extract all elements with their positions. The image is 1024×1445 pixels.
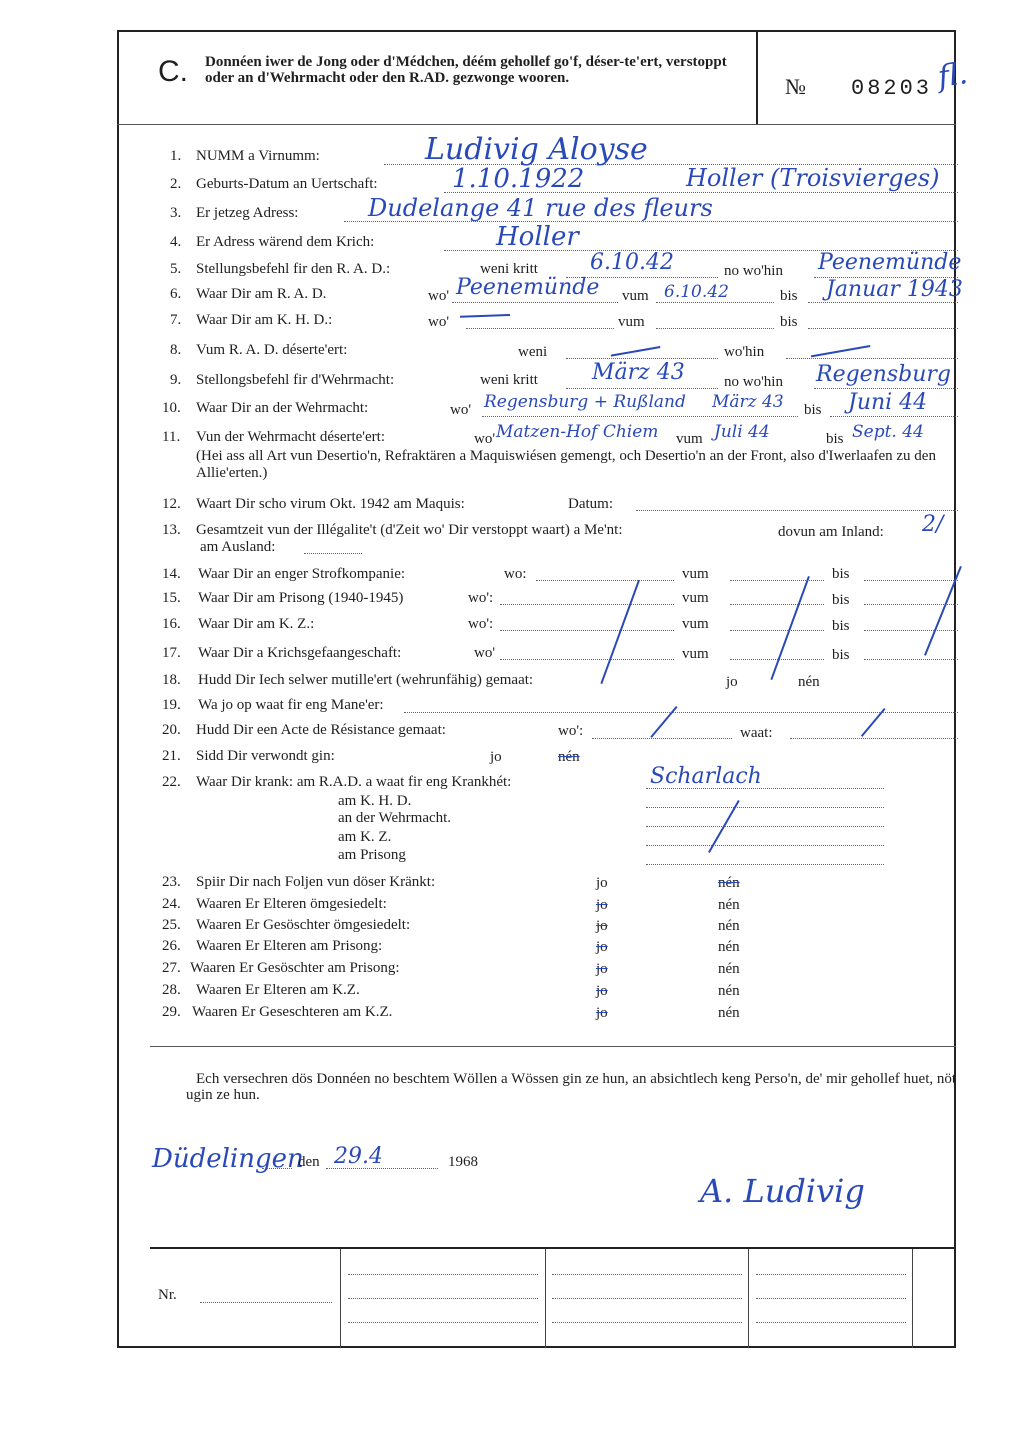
field-10-to-line xyxy=(830,416,958,417)
field-22-sub4: am Prisong xyxy=(338,847,406,863)
field-17-label: Waar Dir a Krichsgefaangeschaft: xyxy=(198,645,402,661)
field-22-sub2-line xyxy=(646,826,884,827)
form-number: 08203 xyxy=(851,76,933,101)
field-16-label: Waar Dir am K. Z.: xyxy=(198,616,315,632)
footer-cell-line xyxy=(756,1274,906,1275)
field-14-from-label: vum xyxy=(682,566,709,582)
field-20-where-label: wo': xyxy=(558,723,584,739)
field-11-to: Sept. 44 xyxy=(852,422,924,442)
field-24-num: 24. xyxy=(162,896,181,912)
field-11-num: 11. xyxy=(162,429,181,445)
section-title: Donnéen iwer de Jong oder d'Médchen, déém gehollef go'f, déser-te'ert, verstoppt oder an d'Wehrmacht oder den R.AD. gezwonge wooren. xyxy=(205,54,727,86)
field-11-from-label: vum xyxy=(676,431,703,447)
field-10-to: Juni 44 xyxy=(848,390,928,415)
field-5-where-label: no wo'hin xyxy=(724,263,783,279)
field-4-num: 4. xyxy=(170,234,182,250)
field-1-value: Ludivig Aloyse xyxy=(425,132,648,167)
field-27-label: Waaren Er Gesöschter am Prisong: xyxy=(190,960,400,976)
footer-cell-line xyxy=(348,1298,538,1299)
field-27-no: nén xyxy=(718,961,740,977)
field-7-from-label: vum xyxy=(618,314,645,330)
field-7-from-line xyxy=(656,328,774,329)
header-rule xyxy=(117,124,956,125)
field-24-yes: jo xyxy=(596,897,608,913)
field-25-yes: jo xyxy=(596,918,608,934)
field-19-line xyxy=(404,712,958,713)
field-6-where-line xyxy=(452,302,618,303)
field-28-label: Waaren Er Elteren am K.Z. xyxy=(196,982,360,998)
field-16-from-label: vum xyxy=(682,616,709,632)
field-14-from-line xyxy=(730,580,824,581)
field-5-where: Peenemünde xyxy=(818,250,962,275)
field-11-label: Vun der Wehrmacht déserte'ert: xyxy=(196,429,385,445)
field-9-when: März 43 xyxy=(592,360,685,385)
field-9-num: 9. xyxy=(170,372,182,388)
field-11-from: Juli 44 xyxy=(714,422,770,442)
field-3-label: Er jetzeg Adress: xyxy=(196,205,299,221)
field-10-num: 10. xyxy=(162,400,181,416)
field-15-num: 15. xyxy=(162,590,181,606)
field-7-num: 7. xyxy=(170,312,182,328)
field-3-num: 3. xyxy=(170,205,182,221)
field-6-where-label: wo' xyxy=(428,288,450,304)
field-6-num: 6. xyxy=(170,286,182,302)
field-4-label: Er Adress wärend dem Krich: xyxy=(196,234,375,250)
footer-cell-divider xyxy=(340,1249,341,1348)
field-9-where-label: no wo'hin xyxy=(724,374,783,390)
field-4-value: Holler xyxy=(496,222,579,252)
field-23-no: nén xyxy=(718,875,740,891)
signature-date: 29.4 xyxy=(334,1144,383,1169)
field-22-label: Waar Dir krank: am R.A.D. a waat fir eng Krankhét: xyxy=(196,774,512,790)
field-17-where-label: wo' xyxy=(474,645,496,661)
field-25-no: nén xyxy=(718,918,740,934)
field-24-label: Waaren Er Elteren ömgesiedelt: xyxy=(196,896,387,912)
field-21-no: nén xyxy=(558,749,580,765)
field-6-from: 6.10.42 xyxy=(664,282,729,302)
field-28-no: nén xyxy=(718,983,740,999)
field-10-where: Regensburg + Rußland xyxy=(484,392,686,412)
field-7-to-label: bis xyxy=(780,314,798,330)
field-10-line xyxy=(482,416,798,417)
field-20-label: Hudd Dir een Acte de Résistance gemaat: xyxy=(196,722,446,738)
field-22-sub2: an der Wehrmacht. xyxy=(338,810,452,826)
field-7-where-label: wo' xyxy=(428,314,450,330)
field-18-label: Hudd Dir Iech selwer mutille'ert (wehrunfähig) gemaat: xyxy=(198,672,534,688)
field-1-label: NUMM a Virnumm: xyxy=(196,148,320,164)
field-8-label: Vum R. A. D. déserte'ert: xyxy=(196,342,348,358)
field-6-to: Januar 1943 xyxy=(826,277,963,302)
footer-cell-divider xyxy=(748,1249,749,1348)
footer-rule xyxy=(150,1247,956,1249)
field-15-to-label: bis xyxy=(832,592,850,608)
field-14-to-label: bis xyxy=(832,566,850,582)
field-25-num: 25. xyxy=(162,917,181,933)
field-11-to-label: bis xyxy=(826,431,844,447)
field-16-to-line xyxy=(864,630,958,631)
field-28-num: 28. xyxy=(162,982,181,998)
field-29-label: Waaren Er Geseschteren am K.Z. xyxy=(192,1004,393,1020)
field-27-yes: jo xyxy=(596,961,608,977)
field-24-no: nén xyxy=(718,897,740,913)
field-6-from-label: vum xyxy=(622,288,649,304)
field-6-from-line xyxy=(656,302,774,303)
field-6-to-label: bis xyxy=(780,288,798,304)
field-17-to-label: bis xyxy=(832,647,850,663)
field-23-num: 23. xyxy=(162,874,181,890)
signature-den-label: den xyxy=(298,1154,320,1170)
field-22-value: Scharlach xyxy=(650,764,762,789)
field-22-sub1-line xyxy=(646,807,884,808)
field-9-where: Regensburg xyxy=(816,362,951,387)
field-17-to-line xyxy=(864,659,958,660)
field-14-num: 14. xyxy=(162,566,181,582)
declaration-text: Ech versechren dös Donnéen no beschtem Wöllen a Wössen gin ze hun, an absichtlech keng Perso'n, de' mir gehollef huet, nöt ugin ze hun. xyxy=(186,1071,957,1103)
footer-cell-line xyxy=(348,1274,538,1275)
corner-handwritten-mark: fl. xyxy=(935,56,970,95)
field-15-where-label: wo': xyxy=(468,590,494,606)
footer-cell-line xyxy=(552,1274,742,1275)
field-9-label: Stellongsbefehl fir d'Wehrmacht: xyxy=(196,372,395,388)
field-14-where-line xyxy=(536,580,674,581)
field-6-where: Peenemünde xyxy=(456,275,600,300)
field-5-label: Stellungsbefehl fir den R. A. D.: xyxy=(196,261,391,277)
field-22-sub1: am K. H. D. xyxy=(338,793,412,809)
field-7-to-line xyxy=(808,328,958,329)
field-22-sub4-line xyxy=(646,864,884,865)
field-11-note: (Hei ass all Art vun Desertio'n, Refraktären a Maquiswiésen gemengt, och Desertio'n an der Front, also d'Iwerlaafen zu den Allie'erten.) xyxy=(196,448,936,481)
field-21-label: Sidd Dir verwondt gin: xyxy=(196,748,335,764)
field-27-num: 27. xyxy=(162,960,181,976)
field-26-num: 26. xyxy=(162,938,181,954)
field-26-yes: jo xyxy=(596,939,608,955)
field-2-date: 1.10.1922 xyxy=(452,164,585,194)
field-17-from-label: vum xyxy=(682,646,709,662)
field-22-sub3: am K. Z. xyxy=(338,829,392,845)
signature-place: Düdelingen xyxy=(152,1144,304,1174)
field-17-num: 17. xyxy=(162,645,181,661)
field-13-num: 13. xyxy=(162,522,181,538)
field-9-where-line xyxy=(814,388,958,389)
field-21-num: 21. xyxy=(162,748,181,764)
field-3-value: Dudelange 41 rue des fleurs xyxy=(368,194,713,222)
field-19-num: 19. xyxy=(162,697,181,713)
field-16-num: 16. xyxy=(162,616,181,632)
field-2-label: Geburts-Datum an Uertschaft: xyxy=(196,176,378,192)
field-5-num: 5. xyxy=(170,261,182,277)
field-15-label: Waar Dir am Prisong (1940-1945) xyxy=(198,590,404,606)
footer-cell-line xyxy=(348,1322,538,1323)
field-6-label: Waar Dir am R. A. D. xyxy=(196,286,327,302)
field-18-yes: jo xyxy=(726,674,738,690)
field-9-when-line xyxy=(566,388,718,389)
field-14-where-label: wo: xyxy=(504,566,527,582)
field-26-label: Waaren Er Elteren am Prisong: xyxy=(196,938,383,954)
field-23-label: Spiir Dir nach Foljen vun döser Kränkt: xyxy=(196,874,436,890)
field-21-yes: jo xyxy=(490,749,502,765)
field-20-what-label: waat: xyxy=(740,725,773,741)
field-29-num: 29. xyxy=(162,1004,181,1020)
field-1-num: 1. xyxy=(170,148,182,164)
field-14-label: Waar Dir an enger Strofkompanie: xyxy=(198,566,406,582)
field-10-label: Waar Dir an der Wehrmacht: xyxy=(196,400,369,416)
field-20-where-line xyxy=(592,738,732,739)
field-5-when-label: weni kritt xyxy=(480,261,538,277)
field-7-where-line xyxy=(466,328,614,329)
field-18-no: nén xyxy=(798,674,820,690)
field-8-num: 8. xyxy=(170,342,182,358)
field-29-no: nén xyxy=(718,1005,740,1021)
field-18-num: 18. xyxy=(162,672,181,688)
field-23-yes: jo xyxy=(596,875,608,891)
field-26-no: nén xyxy=(718,939,740,955)
field-15-from-line xyxy=(730,604,824,605)
field-17-where-line xyxy=(500,659,674,660)
field-11-where: Matzen-Hof Chiem xyxy=(496,422,659,442)
footer-cell-line xyxy=(552,1298,742,1299)
field-25-label: Waaren Er Gesöschter ömgesiedelt: xyxy=(196,917,411,933)
field-22-num: 22. xyxy=(162,774,181,790)
field-15-from-label: vum xyxy=(682,590,709,606)
field-8-where-label: wo'hin xyxy=(724,344,765,360)
field-13-inland: 2/ xyxy=(922,512,944,537)
field-15-where-line xyxy=(500,604,674,605)
field-2-num: 2. xyxy=(170,176,182,192)
field-28-yes: jo xyxy=(596,983,608,999)
field-16-to-label: bis xyxy=(832,618,850,634)
field-12-date-label: Datum: xyxy=(568,496,613,512)
field-6-to-line xyxy=(808,302,958,303)
footer-cell-line xyxy=(756,1322,906,1323)
signature-year: 1968 xyxy=(448,1154,478,1170)
field-16-where-label: wo': xyxy=(468,616,494,632)
field-12-label: Waart Dir scho virum Okt. 1942 am Maquis: xyxy=(196,496,465,512)
field-5-when: 6.10.42 xyxy=(590,250,674,275)
field-11-where-label: wo' xyxy=(474,431,496,447)
field-14-to-line xyxy=(864,580,958,581)
field-12-num: 12. xyxy=(162,496,181,512)
field-29-yes: jo xyxy=(596,1005,608,1021)
field-10-to-label: bis xyxy=(804,402,822,418)
field-13-ausland-line xyxy=(304,553,362,554)
field-13-ausland-label: am Ausland: xyxy=(200,539,276,555)
footer-cell-divider xyxy=(545,1249,546,1348)
footer-cell-line xyxy=(756,1298,906,1299)
header-divider xyxy=(756,30,758,124)
signature-handwritten: A. Ludivig xyxy=(700,1172,865,1210)
field-7-label: Waar Dir am K. H. D.: xyxy=(196,312,333,328)
footer-cell-divider xyxy=(912,1249,913,1348)
field-9-when-label: weni kritt xyxy=(480,372,538,388)
field-20-num: 20. xyxy=(162,722,181,738)
footer-nr-label: Nr. xyxy=(158,1287,177,1303)
section-letter: C. xyxy=(158,55,188,88)
declaration-rule xyxy=(150,1046,956,1047)
field-22-sub3-line xyxy=(646,845,884,846)
field-8-when-label: weni xyxy=(518,344,548,360)
field-12-line xyxy=(636,510,958,511)
field-10-where-label: wo' xyxy=(450,402,472,418)
field-13-label: Gesamtzeit vun der Illégalite't (d'Zeit wo' Dir verstoppt waart) a Me'nt: xyxy=(196,522,623,538)
field-13-inland-label: dovun am Inland: xyxy=(778,524,884,540)
field-19-label: Wa jo op waat fir eng Mane'er: xyxy=(198,697,384,713)
field-10-from: März 43 xyxy=(712,392,784,412)
field-20-what-line xyxy=(790,738,958,739)
field-2-place: Holler (Troisvierges) xyxy=(686,164,940,192)
field-8-when-line xyxy=(566,358,718,359)
footer-nr-line xyxy=(200,1302,332,1303)
signature-place-line xyxy=(262,1168,292,1169)
field-16-where-line xyxy=(500,630,674,631)
field-8-where-line xyxy=(786,358,958,359)
number-label: № xyxy=(785,74,806,99)
field-16-from-line xyxy=(730,630,824,631)
footer-cell-line xyxy=(552,1322,742,1323)
